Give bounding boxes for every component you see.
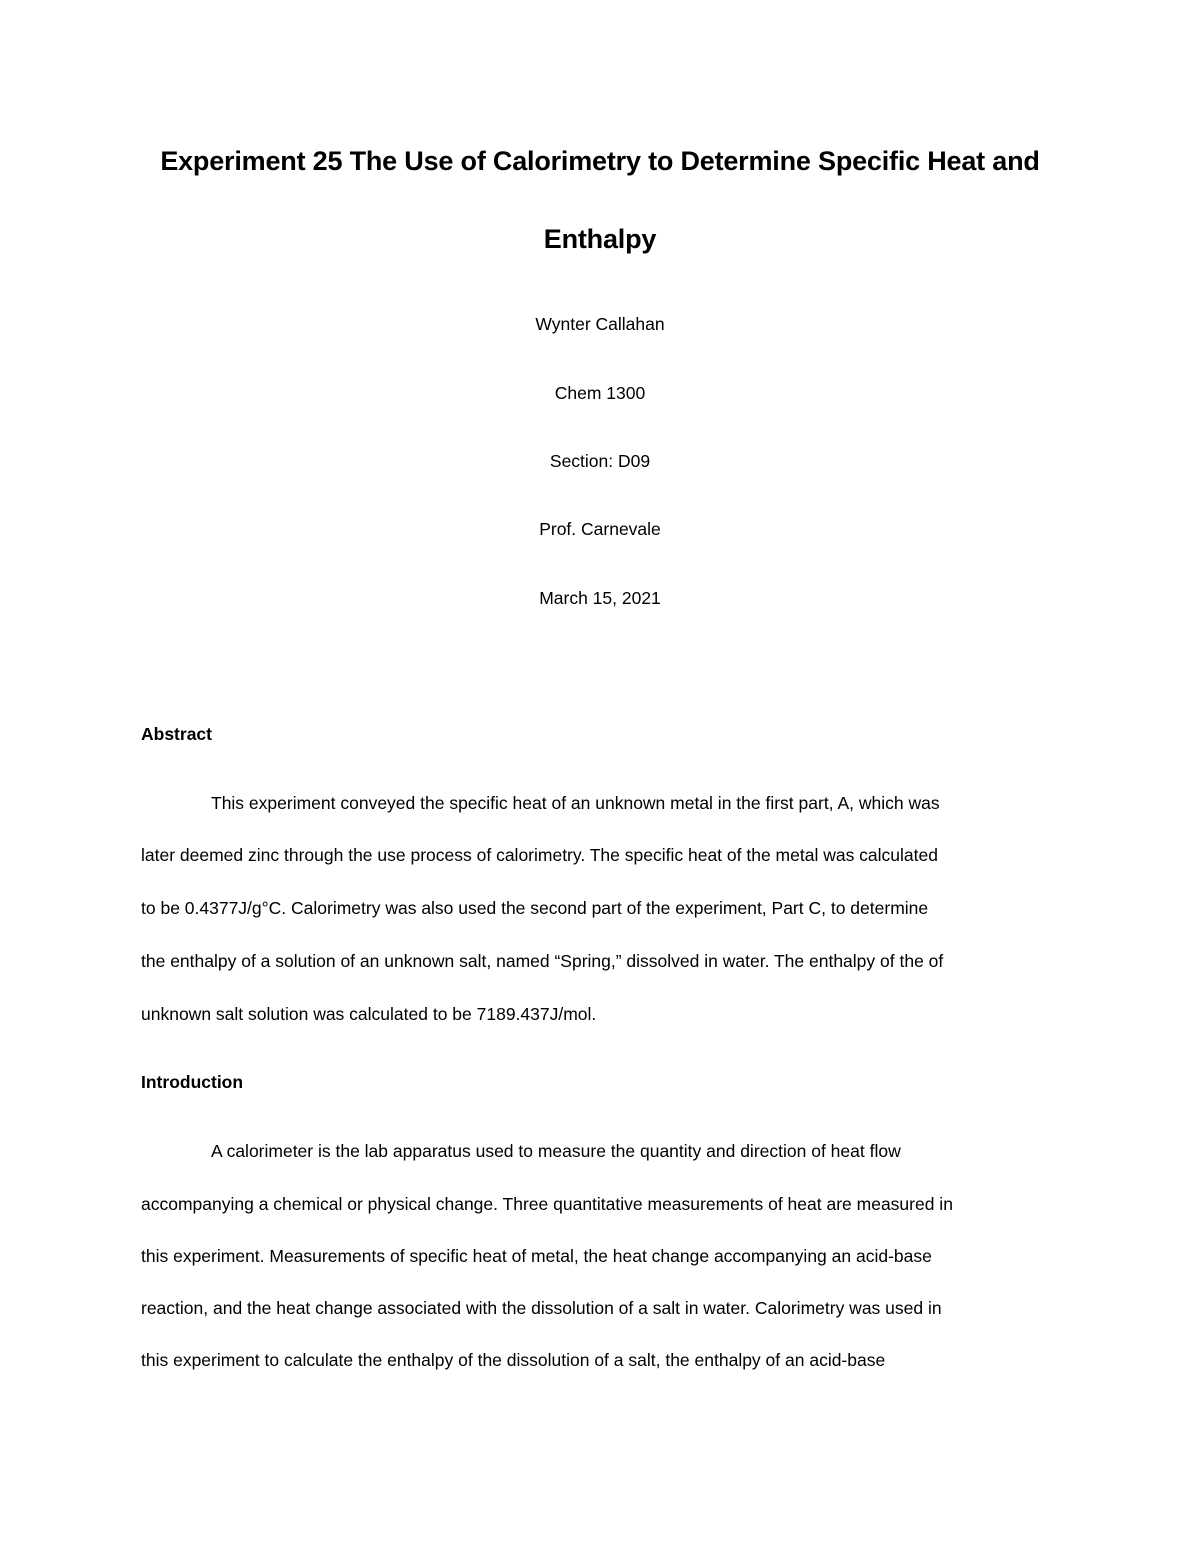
document-title-line-2: Enthalpy bbox=[543, 224, 657, 254]
report-date: March 15, 2021 bbox=[539, 588, 661, 608]
introduction-line: this experiment. Measurements of specific heat of metal, the heat change accompanying an acid-base bbox=[141, 1246, 932, 1266]
abstract-line: to be 0.4377J/g°C. Calorimetry was also used the second part of the experiment, Part C, to determine bbox=[141, 898, 929, 918]
introduction-line: accompanying a chemical or physical change. Three quantitative measurements of heat are measured in bbox=[141, 1194, 953, 1214]
document-title-line-1: Experiment 25 The Use of Calorimetry to Determine Specific Heat and bbox=[160, 146, 1040, 176]
author-name: Wynter Callahan bbox=[535, 314, 665, 334]
introduction-line: this experiment to calculate the enthalpy of the dissolution of a salt, the enthalpy of an acid-base bbox=[141, 1350, 886, 1370]
introduction-line: A calorimeter is the lab apparatus used to measure the quantity and direction of heat flow bbox=[211, 1141, 901, 1161]
abstract-line: the enthalpy of a solution of an unknown salt, named “Spring,” dissolved in water. The enthalpy of the of bbox=[141, 951, 944, 971]
introduction-line: reaction, and the heat change associated with the dissolution of a salt in water. Calorimetry was used in bbox=[141, 1298, 942, 1318]
section-label: Section: D09 bbox=[549, 451, 651, 471]
course-name: Chem 1300 bbox=[554, 383, 646, 403]
professor-name: Prof. Carnevale bbox=[539, 519, 661, 539]
abstract-heading: Abstract bbox=[141, 724, 212, 744]
abstract-line: This experiment conveyed the specific heat of an unknown metal in the first part, A, which was bbox=[211, 793, 940, 813]
abstract-line: later deemed zinc through the use process of calorimetry. The specific heat of the metal was calculated bbox=[141, 845, 938, 865]
abstract-line: unknown salt solution was calculated to be 7189.437J/mol. bbox=[141, 1004, 597, 1024]
introduction-heading: Introduction bbox=[141, 1072, 244, 1092]
